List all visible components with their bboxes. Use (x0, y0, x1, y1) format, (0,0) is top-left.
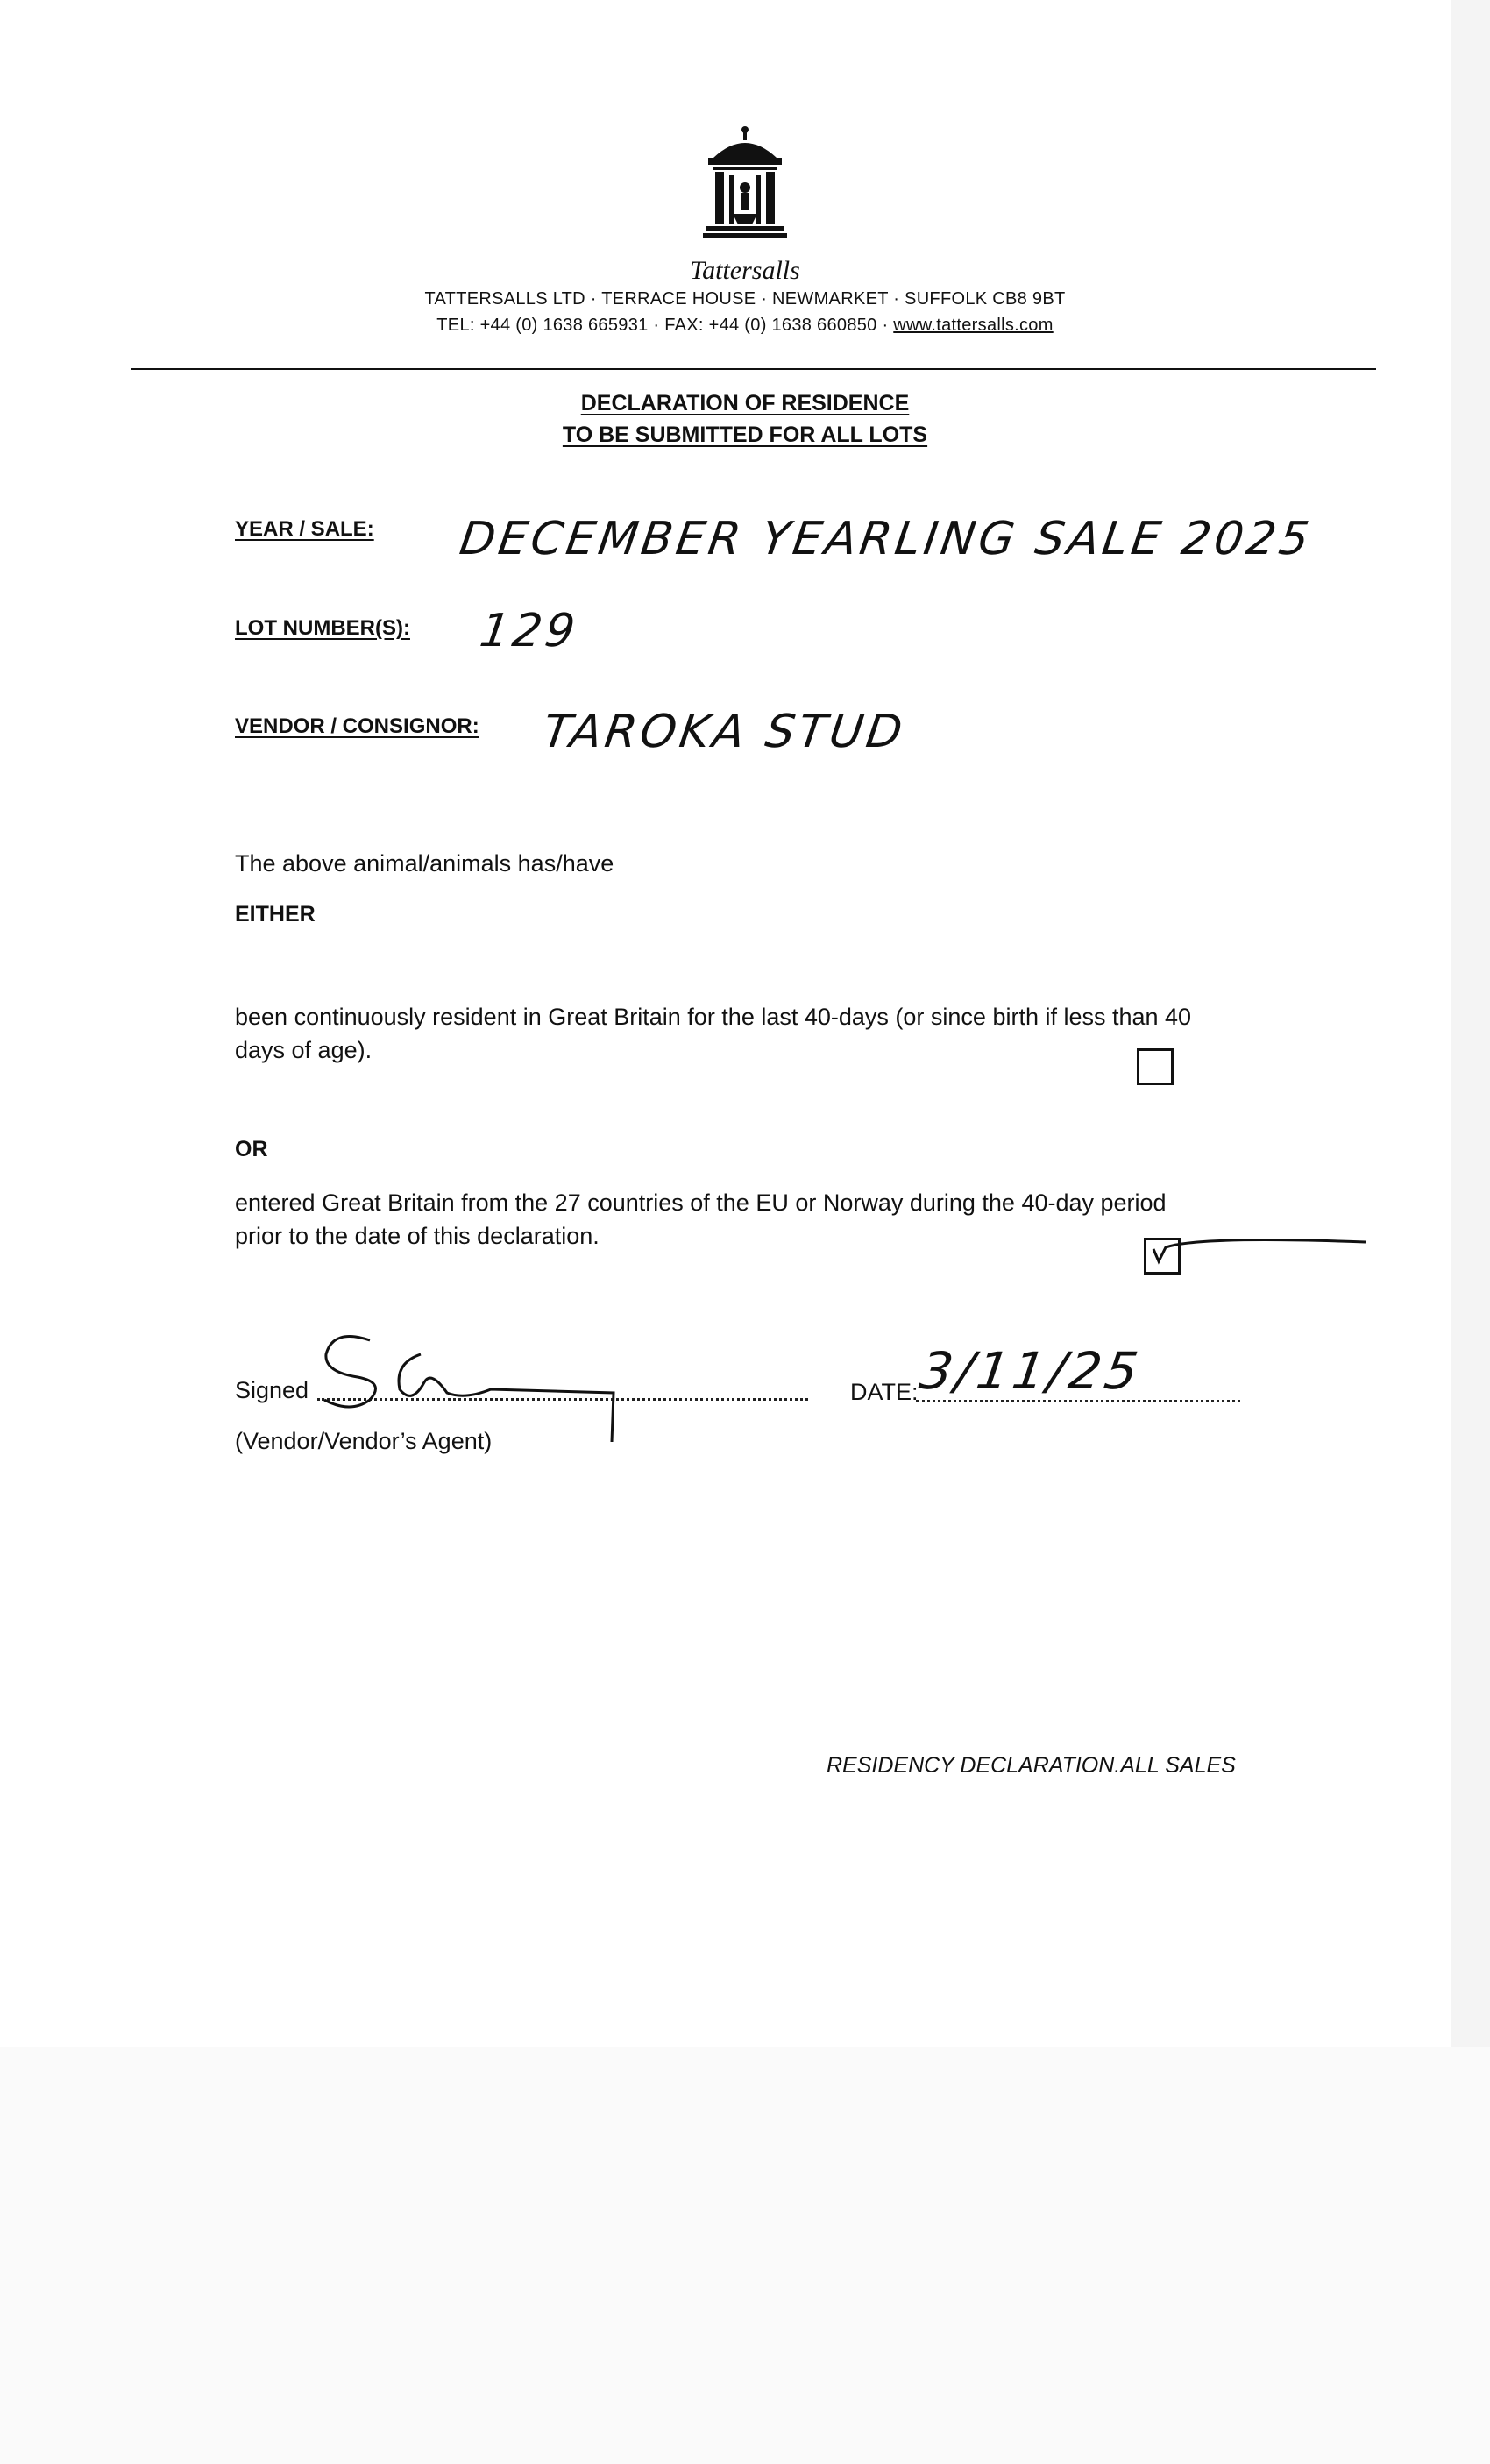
date-label: DATE: (850, 1379, 919, 1405)
option2-checkbox[interactable] (1144, 1238, 1181, 1275)
option2-line1: entered Great Britain from the 27 countries of the EU or Norway during the 40-day period (235, 1189, 1167, 1216)
brand-name: Tattersalls (690, 256, 800, 285)
rotunda-logo-icon (701, 123, 789, 254)
form-title-line2: TO BE SUBMITTED FOR ALL LOTS (562, 423, 928, 447)
signature-scribble-icon (316, 1319, 631, 1442)
year-sale-value[interactable]: DECEMBER YEARLING SALE 2025 (456, 513, 1316, 565)
vendor-agent-label: (Vendor/Vendor’s Agent) (235, 1428, 493, 1454)
option1-text (235, 1000, 1269, 1067)
lot-number-label: LOT NUMBER(S): (235, 616, 410, 640)
form-title-line1: DECLARATION OF RESIDENCE (580, 391, 910, 415)
date-value[interactable]: 3/11/25 (916, 1341, 1146, 1401)
form-footer: RESIDENCY DECLARATION.ALL SALES (827, 1753, 1236, 1778)
company-contact (0, 316, 1490, 336)
option1-line1: been continuously resident in Great Britain for the last 40-days (or since birth if less than 40 (235, 1004, 1192, 1030)
header-divider (131, 368, 1376, 370)
option2-line2: prior to the date of this declaration. (235, 1223, 600, 1249)
statement-intro: The above animal/animals has/have (235, 850, 614, 877)
tattersalls-logo (701, 123, 789, 254)
scan-bottom-area (0, 2047, 1490, 2464)
website-link[interactable]: www.tattersalls.com (893, 316, 1054, 335)
tick-mark-icon (1146, 1232, 1304, 1275)
vendor-label: VENDOR / CONSIGNOR: (235, 714, 479, 738)
or-label: OR (235, 1137, 268, 1161)
company-address: TATTERSALLS LTD · TERRACE HOUSE · NEWMARKET · SUFFOLK CB8 9BT (424, 289, 1066, 309)
option1-line2: days of age). (235, 1037, 372, 1063)
lot-number-value[interactable]: 129 (476, 605, 582, 657)
signed-label: Signed (235, 1377, 309, 1403)
contact-details: TEL: +44 (0) 1638 665931 · FAX: +44 (0) 1638 660850 · (436, 316, 894, 335)
option2-text (235, 1186, 1269, 1253)
vendor-value[interactable]: TAROKA STUD (539, 706, 909, 758)
option1-checkbox[interactable] (1137, 1048, 1174, 1085)
year-sale-label: YEAR / SALE: (235, 517, 374, 541)
either-label: EITHER (235, 902, 316, 927)
